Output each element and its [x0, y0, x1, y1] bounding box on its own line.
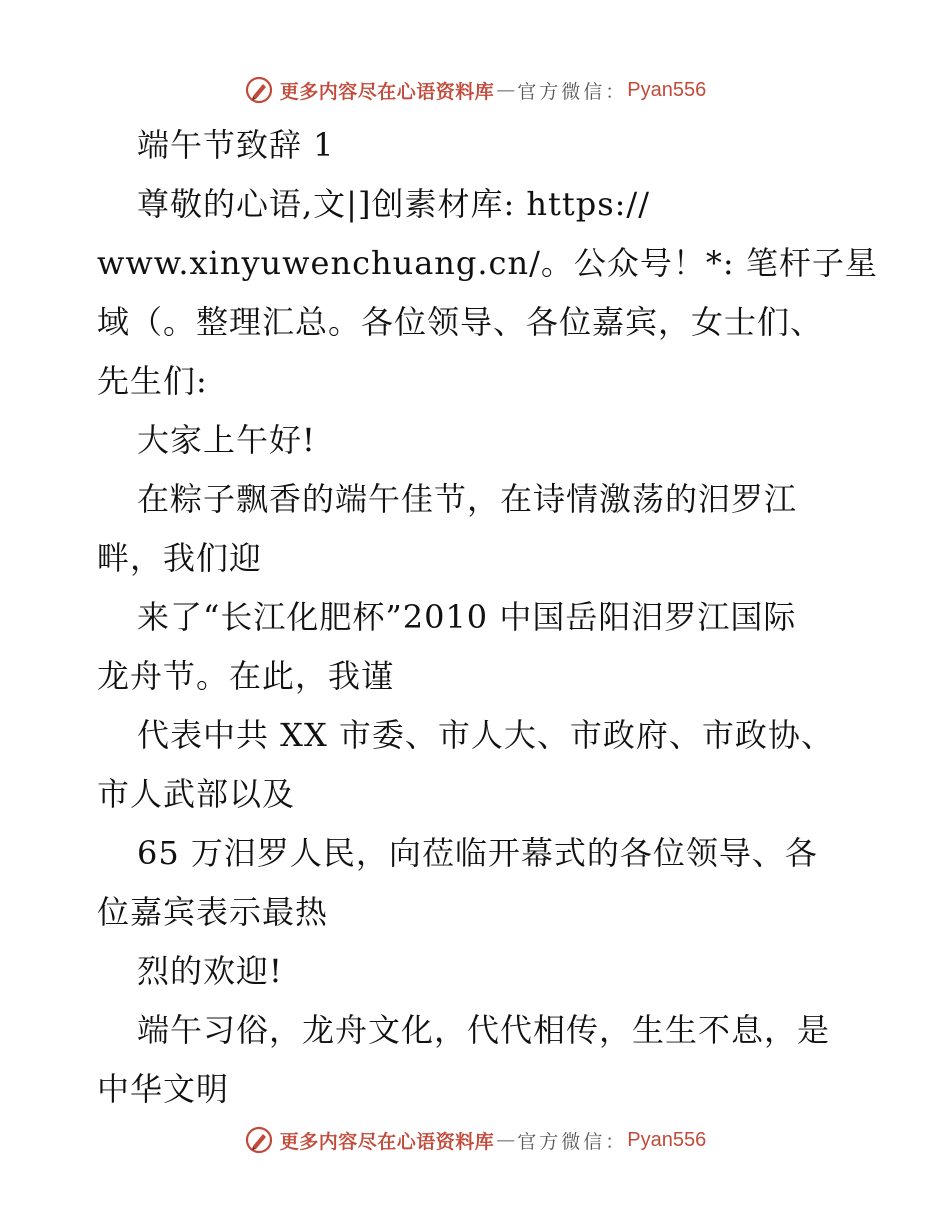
doc-line: 畔，我们迎: [97, 539, 263, 577]
doc-line: 在粽子飘香的端午佳节，在诗情激荡的汨罗江: [137, 480, 798, 518]
doc-line: 市人武部以及: [97, 775, 296, 813]
footer-watermark-banner: [0, 1120, 950, 1160]
header-watermark-banner: [0, 70, 950, 110]
doc-line: 代表中共 XX 市委、市人大、市政府、市政协、: [137, 716, 834, 754]
pen-logo-icon: [244, 1125, 274, 1155]
watermark-wechat-id: Pyan556: [627, 1128, 707, 1151]
doc-line: 烈的欢迎!: [137, 952, 283, 990]
watermark-brand-text: 更多内容尽在心语资料库: [279, 1130, 495, 1153]
doc-line: 端午习俗，龙舟文化，代代相传，生生不息，是: [137, 1011, 831, 1049]
pen-logo-icon: [244, 75, 274, 105]
watermark-dash: —: [496, 79, 516, 101]
doc-line: 龙舟节。在此，我谨: [97, 657, 395, 695]
watermark-wechat-label: 官方微信：: [517, 80, 628, 103]
doc-line: 大家上午好!: [137, 421, 316, 459]
watermark-wechat-label: 官方微信：: [517, 1130, 628, 1153]
doc-line: 域（。整理汇总。各位领导、各位嘉宾，女士们、: [97, 303, 824, 341]
watermark-brand-text: 更多内容尽在心语资料库: [279, 80, 495, 103]
doc-line: 先生们:: [97, 362, 208, 400]
doc-line: 65 万汨罗人民，向莅临开幕式的各位领导、各: [137, 834, 818, 872]
doc-line: www.xinyuwenchuang.cn/。公众号！*: 笔杆子星: [97, 244, 878, 282]
doc-title: 端午节致辞 1: [137, 126, 335, 164]
doc-line: 位嘉宾表示最热: [97, 893, 329, 931]
watermark-wechat-id: Pyan556: [627, 78, 707, 101]
doc-line: 尊敬的心语,文|]创素材库: https://: [137, 185, 650, 223]
doc-line: 来了“长江化肥杯”2010 中国岳阳汨罗江国际: [137, 598, 797, 636]
doc-line: 中华文明: [97, 1070, 230, 1108]
watermark-dash: —: [496, 1129, 516, 1151]
